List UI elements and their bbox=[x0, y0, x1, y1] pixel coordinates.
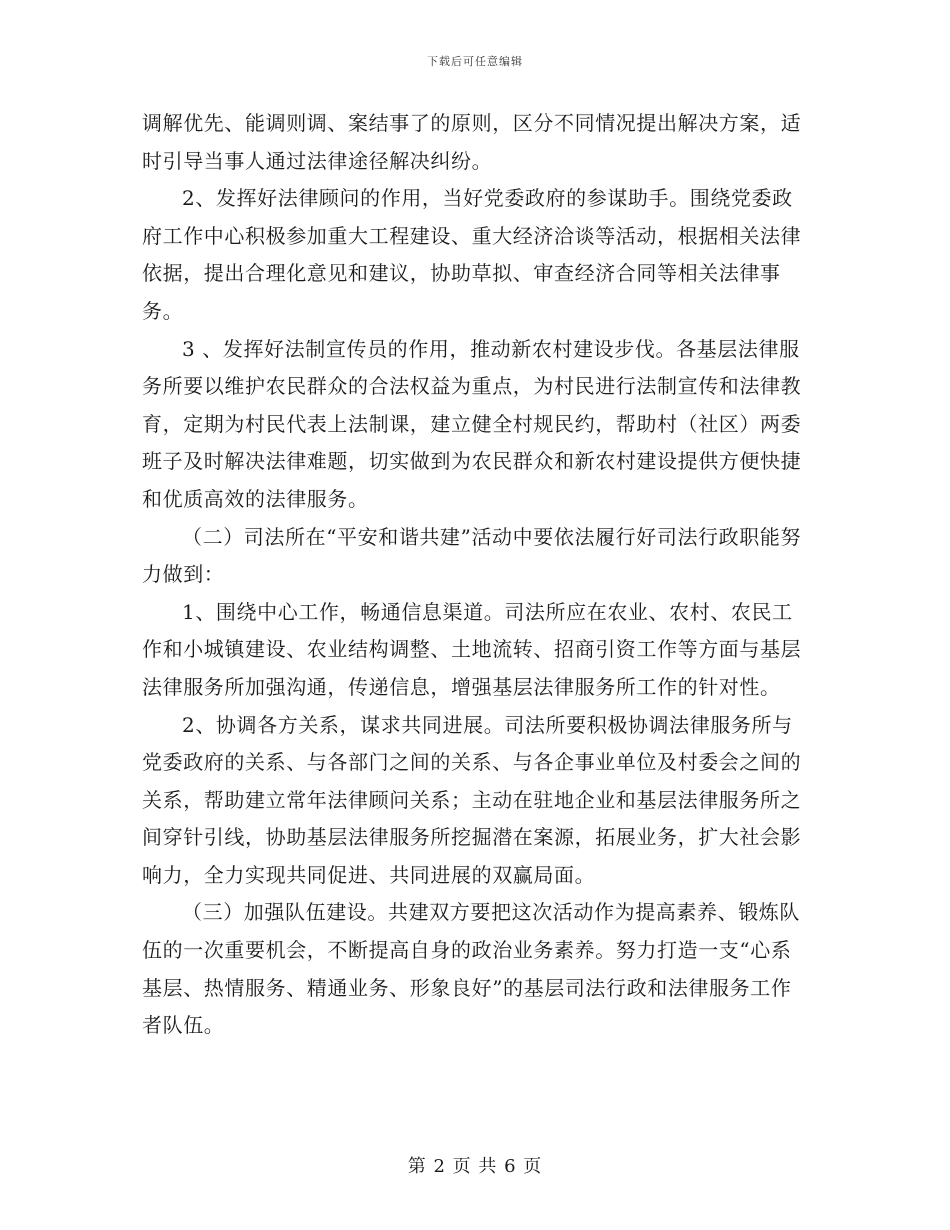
paragraph-subitem-1: 1、围绕中心工作，畅通信息渠道。司法所应在农业、农村、农民工作和小城镇建设、农业结构调整、土地流转、招商引资工作等方面与基层法律服务所加强沟通，传递信息，增强基层法律服务所工作的针对性。 bbox=[142, 599, 802, 699]
page-header: 下载后可任意编辑 bbox=[427, 55, 523, 68]
page-footer: 第 2 页 共 6 页 bbox=[407, 1156, 543, 1177]
paragraph-continuation: 调解优先、能调则调、案结事了的原则，区分不同情况提出解决方案，适时引导当事人通过法律途径解决纠纷。 bbox=[142, 111, 802, 173]
section-heading-3: （三）加强队伍建设。共建双方要把这次活动作为提高素养、锻炼队伍的一次重要机会，不断提高自身的政治业务素养。努力打造一支“心系基层、热情服务、精通业务、形象良好”的基层司法行政和法律服务工作者队伍。 bbox=[142, 900, 800, 1038]
section-heading-2: （二）司法所在“平安和谐共建”活动中要依法履行好司法行政职能努力做到： bbox=[142, 524, 802, 587]
document-body bbox=[142, 105, 810, 1045]
paragraph-item-3: 3 、发挥好法制宣传员的作用，推动新农村建设步伐。各基层法律服务所要以维护农民群众的合法权益为重点，为村民进行法制宣传和法律教育，定期为村民代表上法制课，建立健全村规民约，帮助村（社区）两委班子及时解决法律难题，切实做到为农民群众和新农村建设提供方便快捷和优质高效的法律服务。 bbox=[142, 336, 802, 511]
paragraph-subitem-2: 2、协调各方关系，谋求共同进展。司法所要积极协调法律服务所与党委政府的关系、与各部门之间的关系、与各企事业单位及村委会之间的关系，帮助建立常年法律顾问关系；主动在驻地企业和基层法律服务所之间穿针引线，协助基层法律服务所挖掘潜在案源，拓展业务，扩大社会影响力，全力实现共同促进、共同进展的双赢局面。 bbox=[142, 712, 802, 887]
paragraph-item-2: 2、发挥好法律顾问的作用，当好党委政府的参谋助手。围绕党委政府工作中心积极参加重大工程建设、重大经济洽谈等活动，根据相关法律依据，提出合理化意见和建议，协助草拟、审查经济合同等相关法律事务。 bbox=[142, 186, 802, 323]
